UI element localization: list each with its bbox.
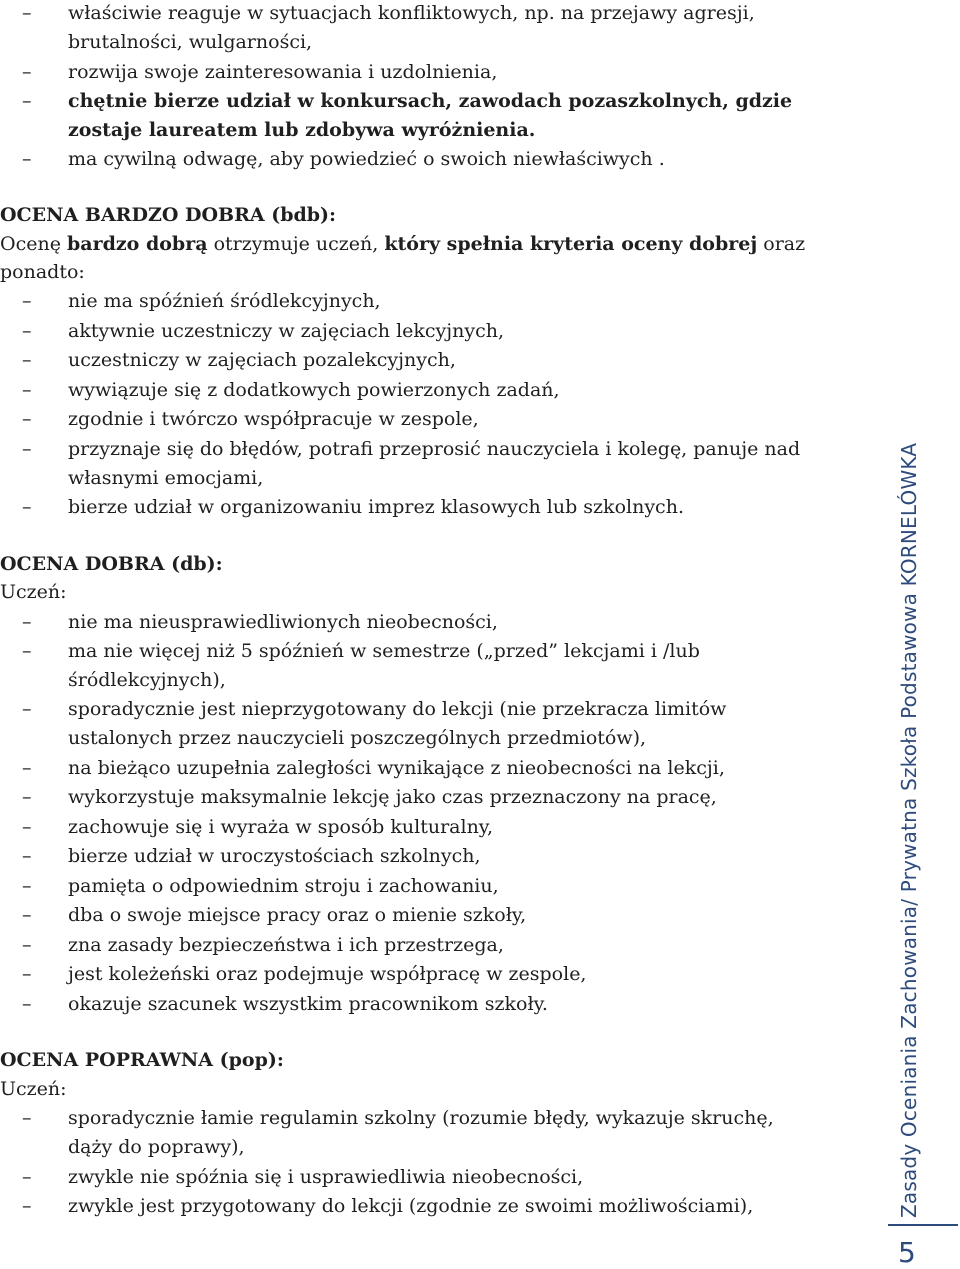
list-item-text: jest koleżeński oraz podejmuje współpracę w zespole,: [68, 963, 587, 985]
list-item-text: ma cywilną odwagę, aby powiedzieć o swoich niewłaściwych .: [68, 148, 665, 170]
section-intro-db: Uczeń:: [0, 581, 67, 603]
list-item-text: zwykle jest przygotowany do lekcji (zgodnie ze swoimi możliwościami),: [68, 1195, 754, 1217]
list-dash: –: [22, 61, 32, 83]
list-item-text: dąży do poprawy),: [68, 1136, 245, 1158]
list-dash: –: [22, 757, 32, 779]
list-item-text: zostaje laureatem lub zdobywa wyróżnienia.: [68, 119, 536, 141]
list-dash: –: [22, 963, 32, 985]
list-dash: –: [22, 379, 32, 401]
list-item-text: aktywnie uczestniczy w zajęciach lekcyjnych,: [68, 320, 505, 342]
list-dash: –: [22, 845, 32, 867]
list-dash: –: [22, 934, 32, 956]
list-item-text: zna zasady bezpieczeństwa i ich przestrzega,: [68, 934, 504, 956]
list-item-text: na bieżąco uzupełnia zaległości wynikające z nieobecności na lekcji,: [68, 757, 725, 779]
list-item-text: sporadycznie jest nieprzygotowany do lekcji (nie przekracza limitów: [68, 698, 727, 720]
list-dash: –: [22, 408, 32, 430]
list-dash: –: [22, 290, 32, 312]
list-dash: –: [22, 1107, 32, 1129]
list-item-text: chętnie bierze udział w konkursach, zawodach pozaszkolnych, gdzie: [68, 90, 793, 112]
list-dash: –: [22, 90, 32, 112]
list-dash: –: [22, 320, 32, 342]
list-dash: –: [22, 786, 32, 808]
list-dash: –: [22, 993, 32, 1015]
list-dash: –: [22, 904, 32, 926]
list-item-text: nie ma nieusprawiedliwionych nieobecności,: [68, 611, 498, 633]
page-number: 5: [898, 1236, 916, 1269]
list-item-text: przyznaje się do błędów, potrafi przeprosić nauczyciela i kolegę, panuje nad: [68, 438, 801, 460]
list-item-text: ma nie więcej niż 5 spóźnień w semestrze („przed” lekcjami i /lub: [68, 640, 700, 662]
list-item-text: zwykle nie spóźnia się i usprawiedliwia nieobecności,: [68, 1166, 584, 1188]
list-dash: –: [22, 698, 32, 720]
list-dash: –: [22, 611, 32, 633]
list-dash: –: [22, 2, 32, 24]
list-dash: –: [22, 496, 32, 518]
list-item-text: pamięta o odpowiednim stroju i zachowaniu,: [68, 875, 499, 897]
list-item-text: bierze udział w organizowaniu imprez klasowych lub szkolnych.: [68, 496, 684, 518]
list-item-text: dba o swoje miejsce pracy oraz o mienie szkoły,: [68, 904, 527, 926]
section-heading-bdb: OCENA BARDZO DOBRA (bdb):: [0, 204, 337, 226]
page-sidebar: [897, 0, 931, 1230]
list-item-text: własnymi emocjami,: [68, 467, 264, 489]
list-item-text: zgodnie i twórczo współpracuje w zespole,: [68, 408, 479, 430]
section-intro-bdb: Ocenę bardzo dobrą otrzymuje uczeń, który spełnia kryteria oceny dobrej oraz: [0, 233, 806, 255]
list-dash: –: [22, 875, 32, 897]
list-item-text: ustalonych przez nauczycieli poszczególnych przedmiotów),: [68, 727, 647, 749]
sidebar-document-title: Zasady Oceniania Zachowania/ Prywatna Szkoła Podstawowa KORNELÓWKA: [897, 442, 921, 1218]
list-dash: –: [22, 640, 32, 662]
list-dash: –: [22, 148, 32, 170]
list-item-text: nie ma spóźnień śródlekcyjnych,: [68, 290, 381, 312]
section-heading-db: OCENA DOBRA (db):: [0, 553, 223, 575]
list-item-text: okazuje szacunek wszystkim pracownikom szkoły.: [68, 993, 548, 1015]
list-item-text: właściwie reaguje w sytuacjach konfliktowych, np. na przejawy agresji,: [68, 2, 755, 24]
list-item-text: rozwija swoje zainteresowania i uzdolnienia,: [68, 61, 498, 83]
list-dash: –: [22, 816, 32, 838]
section-heading-pop: OCENA POPRAWNA (pop):: [0, 1049, 284, 1071]
list-item-text: śródlekcyjnych),: [68, 669, 226, 691]
list-dash: –: [22, 349, 32, 371]
list-dash: –: [22, 1166, 32, 1188]
list-item-text: wywiązuje się z dodatkowych powierzonych zadań,: [68, 379, 560, 401]
list-dash: –: [22, 438, 32, 460]
section-intro-pop: Uczeń:: [0, 1078, 67, 1100]
list-item-text: uczestniczy w zajęciach pozalekcyjnych,: [68, 349, 456, 371]
list-item-text: brutalności, wulgarności,: [68, 31, 313, 53]
list-dash: –: [22, 1195, 32, 1217]
list-item-text: wykorzystuje maksymalnie lekcję jako czas przeznaczony na pracę,: [68, 786, 717, 808]
section-intro-bdb-cont: ponadto:: [0, 261, 85, 283]
list-item-text: sporadycznie łamie regulamin szkolny (rozumie błędy, wykazuje skruchę,: [68, 1107, 774, 1129]
list-item-text: zachowuje się i wyraża w sposób kulturalny,: [68, 816, 494, 838]
footer-rule: [888, 1224, 958, 1226]
list-item-text: bierze udział w uroczystościach szkolnych,: [68, 845, 481, 867]
